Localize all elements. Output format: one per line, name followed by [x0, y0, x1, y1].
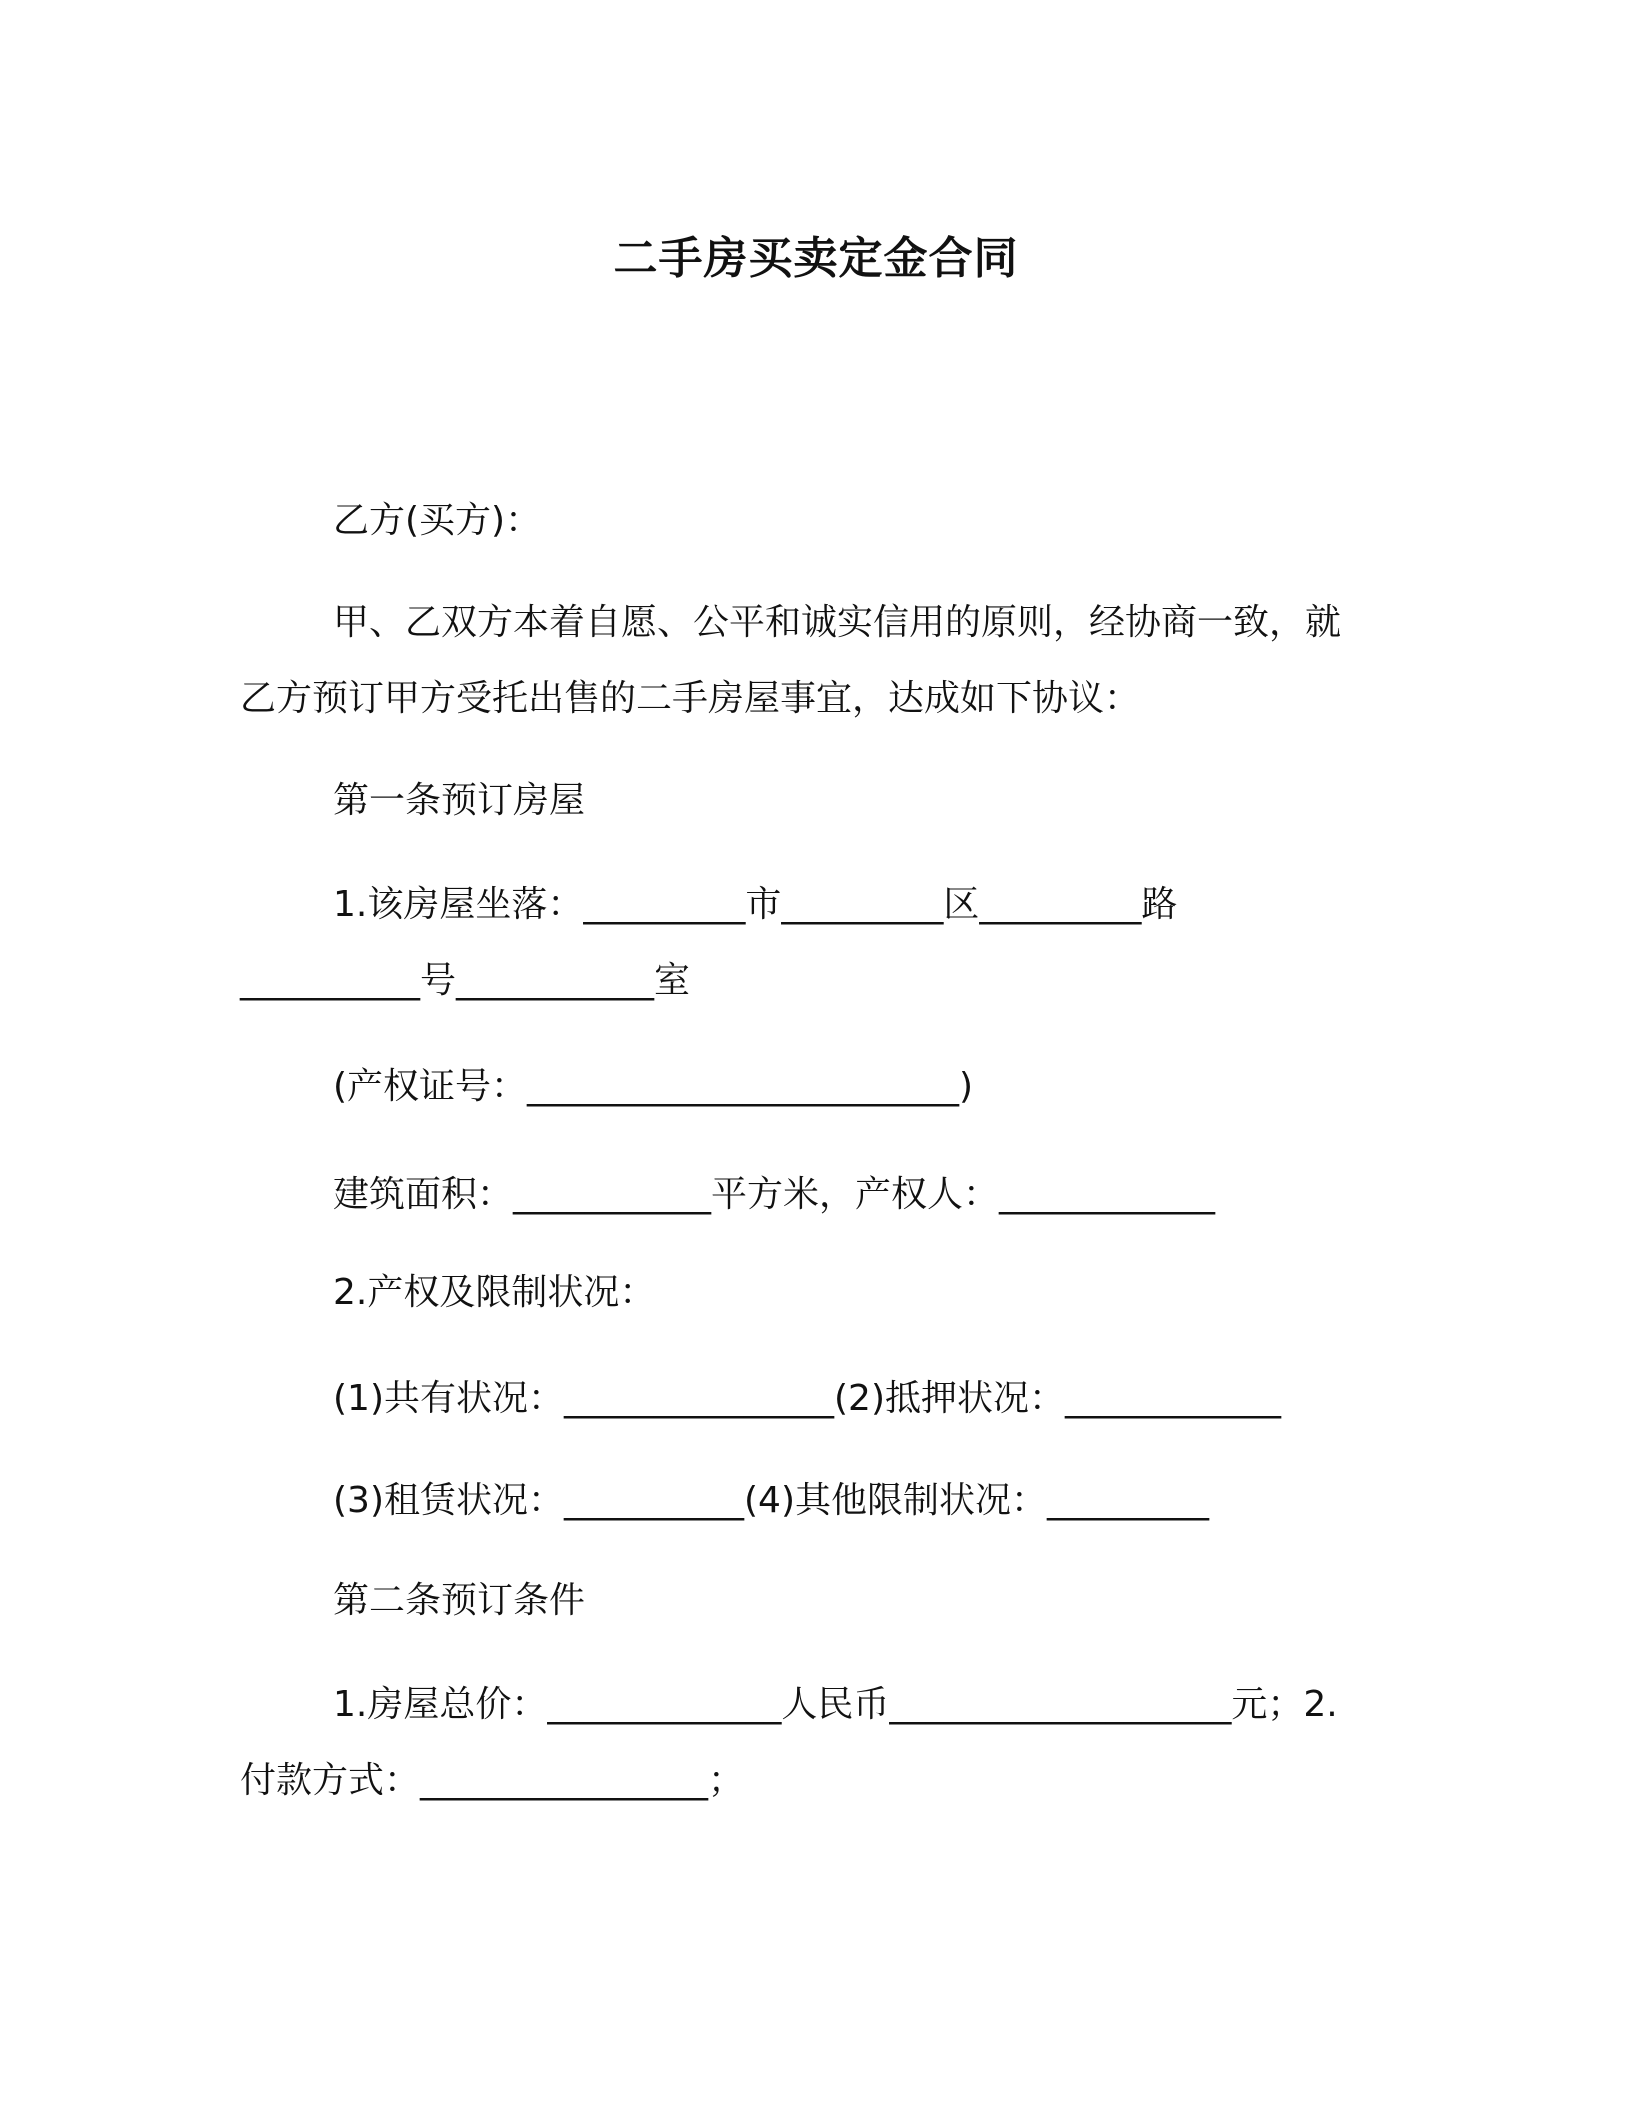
payment-method-line: 付款方式：________________；: [240, 1760, 745, 1801]
property-location-line-2: __________号___________室: [240, 960, 690, 1001]
preamble-line-1: 甲、乙双方本着自愿、公平和诚实信用的原则，经协商一致，就: [333, 602, 1342, 643]
document-title: 二手房买卖定金合同: [613, 233, 1019, 284]
building-area-owner-line: 建筑面积：___________平方米，产权人：____________: [333, 1174, 1216, 1215]
article-two-heading: 第二条预订条件: [333, 1580, 586, 1621]
total-price-line: 1.房屋总价：_____________人民币___________________元；2.: [333, 1684, 1338, 1725]
lease-other-restrictions-line: (3)租赁状况：__________(4)其他限制状况：_________: [333, 1480, 1209, 1521]
property-certificate-line: (产权证号：________________________): [333, 1066, 974, 1107]
co-ownership-mortgage-line: (1)共有状况：_______________(2)抵押状况：____________: [333, 1378, 1281, 1419]
property-location-line-1: 1.该房屋坐落：_________市_________区_________路: [333, 884, 1178, 925]
party-b-buyer-line: 乙方(买方)：: [333, 500, 542, 541]
ownership-restrictions-heading: 2.产权及限制状况：: [333, 1272, 656, 1313]
article-one-heading: 第一条预订房屋: [333, 780, 586, 821]
preamble-line-2: 乙方预订甲方受托出售的二手房屋事宜，达成如下协议：: [240, 678, 1141, 719]
